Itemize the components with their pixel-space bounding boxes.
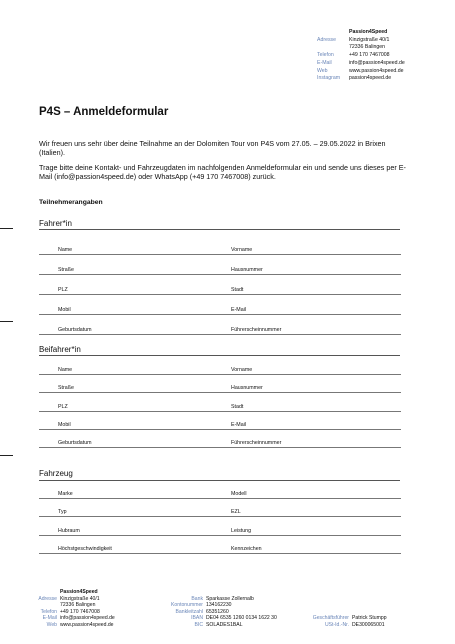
passenger-rule	[39, 355, 400, 356]
fold-mark-top	[0, 228, 13, 229]
page-title: P4S – Anmeldeformular	[39, 106, 169, 118]
section-title: Teilnehmerangaben	[39, 199, 103, 206]
driver-rule	[39, 229, 400, 230]
footer-row: BIC SOLADES1BAL	[194, 621, 243, 628]
fold-mark-middle	[0, 321, 13, 322]
footer-bank	[170, 596, 277, 629]
footer-row: Geschäftsführer Patrick Stumpp	[312, 615, 387, 622]
footer-row: 72336 Balingen	[60, 602, 96, 609]
footer-row: Kontonummer 134162230	[171, 602, 232, 609]
footer-row: IBAN DE04 6535 1260 0134 1622 30	[191, 615, 277, 622]
letterhead-row: 72336 Balingen	[349, 44, 386, 51]
letterhead-row: Web www.passion4speed.de	[317, 67, 404, 74]
letterhead-row: Adresse Kinzigstraße 40/1	[317, 36, 390, 43]
footer-row: Telefon +49 170 7467008	[40, 608, 100, 615]
passenger-heading: Beifahrer*in	[39, 345, 81, 354]
footer-company: Passion4Speed	[60, 589, 98, 595]
letterhead-contact	[317, 29, 405, 83]
letterhead-company: Passion4Speed	[349, 29, 388, 35]
footer-row: Bankleitzahl 65351260	[175, 608, 229, 615]
footer-contact	[30, 589, 115, 629]
letterhead-row: Telefon +49 170 7467008	[317, 52, 390, 59]
footer-row: E-Mail info@passion4speed.de	[42, 615, 115, 622]
letterhead-row: E-Mail info@passion4speed.de	[317, 59, 405, 66]
footer-row: Web www.passion4speed.de	[46, 621, 114, 628]
footer-row: USt-Id.-Nr. DE300065001	[324, 621, 385, 628]
vehicle-heading: Fahrzeug	[39, 469, 73, 478]
vehicle-rule	[39, 480, 400, 481]
intro-paragraph: Wir freuen uns sehr über deine Teilnahme an der Dolomiten Tour von P4S vom 27.05. – 29.05.2022 in Brixen (Italien).	[39, 139, 386, 157]
instructions-paragraph: Trage bitte deine Kontakt- und Fahrzeugdaten im nachfolgenden Anmeldeformular ein und sende uns dieses per E-Mail (info@passion4speed.de) oder WhatsApp (+49 170 7467008) zurück.	[39, 163, 406, 181]
footer-row: Bank Sparkasse Zollernalb	[191, 595, 254, 602]
letterhead-row: Instagram passion4speed.de	[317, 75, 392, 82]
fold-mark-bottom	[0, 455, 13, 456]
footer-row: Adresse Kinzigstraße 40/1	[38, 595, 100, 602]
footer-legal	[303, 615, 387, 628]
driver-heading: Fahrer*in	[39, 219, 72, 228]
